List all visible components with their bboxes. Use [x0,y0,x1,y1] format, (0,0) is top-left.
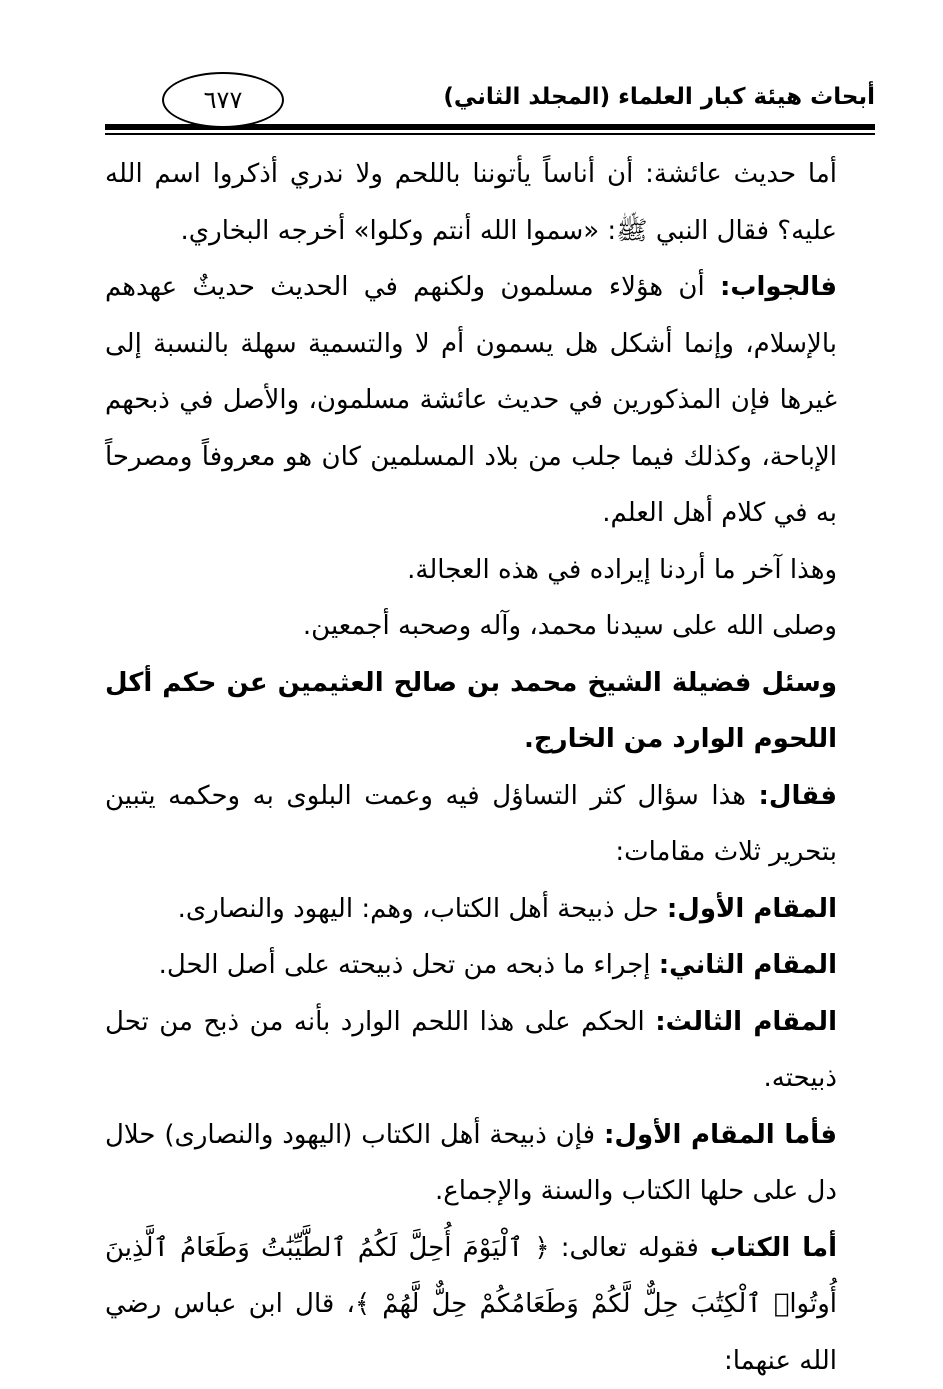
paragraph-salutation [105,598,875,655]
header-rule-thin [105,133,875,135]
paragraph-text: حل ذبيحة أهل الكتاب، وهم: اليهود والنصارى. [178,894,667,924]
paragraph-answer [105,259,875,542]
paragraph-lead: فالجواب: [720,272,837,302]
paragraph-text: هذا سؤال كثر التساؤل فيه وعمت البلوى به وحكمه يتبين بتحرير ثلاث مقامات: [105,781,837,868]
paragraph-text: فقوله تعالى: ﴿ ٱلْيَوْمَ أُحِلَّ لَكُمُ ٱلطَّيِّبَٰتُ وَطَعَامُ ٱلَّذِينَ أُوتُوا۟ ٱلْكِتَٰبَ حِلٌّ لَّكُمْ وَطَعَامُكُمْ حِلٌّ لَّهُمْ ﴾، قال ابن عباس رضي الله عنهما: [105,1233,837,1376]
paragraph-text: فإن ذبيحة أهل الكتاب (اليهود والنصارى) حلال دل على حلها الكتاب والسنة والإجماع. [105,1120,837,1207]
paragraph-text: وصلى الله على سيدنا محمد، وآله وصحبه أجمعين. [303,611,837,641]
paragraph-text: إجراء ما ذبحه من تحل ذبيحته على أصل الحل. [159,950,659,980]
paragraph-quran-evidence [105,1220,875,1389]
paragraph-text: وسئل فضيلة الشيخ محمد بن صالح العثيمين عن حكم أكل اللحوم الوارد من الخارج. [105,668,837,755]
paragraph-text: وهذا آخر ما أردنا إيراده في هذه العجالة. [407,555,837,585]
paragraph-first-station-detail [105,1107,875,1220]
paragraph-text: أما حديث عائشة: أن أناساً يأتوننا باللحم ولا ندري أذكروا اسم الله عليه؟ فقال النبي ﷺ: «سموا الله أنتم وكلوا» أخرجه البخاري. [105,159,837,246]
paragraph-aisha-hadith [105,146,875,259]
paragraph-lead: المقام الثاني: [659,950,837,980]
running-title: أبحاث هيئة كبار العلماء (المجلد الثاني) [443,84,875,110]
paragraph-lead: المقام الأول: [667,894,837,924]
page-number [162,72,284,128]
paragraph-reply [105,768,875,881]
body-text [105,146,875,1389]
paragraph-station-2 [105,937,875,994]
paragraph-lead: فقال: [759,781,837,811]
paragraph-station-3 [105,994,875,1107]
question-heading [105,655,875,768]
paragraph-lead: المقام الثالث: [655,1007,837,1037]
paragraph-station-1 [105,881,875,938]
page-number-text: ٦٧٧ [204,86,243,114]
paragraph-closing [105,542,875,599]
paragraph-lead: أما الكتاب [710,1233,837,1263]
page-header [105,70,875,140]
paragraph-lead: فأما المقام الأول: [604,1120,837,1150]
paragraph-text: أن هؤلاء مسلمون ولكنهم في الحديث حديثٌ عهدهم بالإسلام، وإنما أشكل هل يسمون أم لا والتسمية سهلة بالنسبة إلى غيرها فإن المذكورين في حديث عائشة مسلمون، والأصل في ذبحهم الإباحة، وكذلك فيما جلب من بلاد المسلمين كان هو معروفاً ومصرحاً به في كلام أهل العلم. [105,272,837,528]
paragraph-text: الحكم على هذا اللحم الوارد بأنه من ذبح من تحل ذبيحته. [105,1007,837,1094]
